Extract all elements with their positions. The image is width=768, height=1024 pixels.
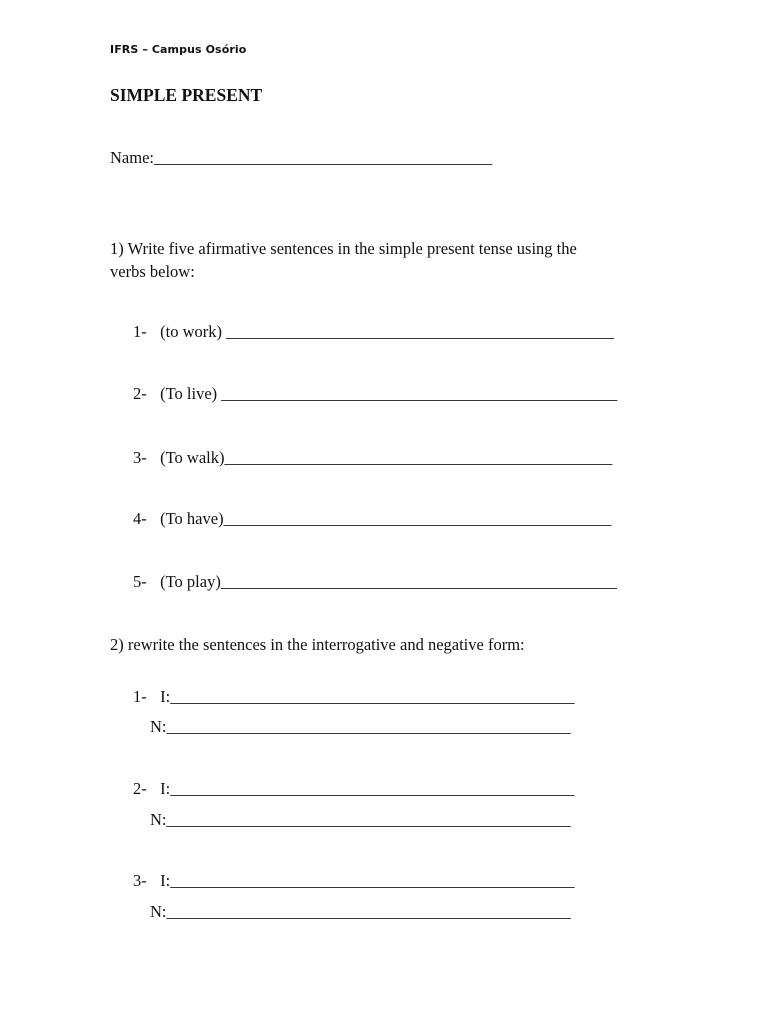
interrogative-blank: I:_________________________________________________ bbox=[156, 871, 575, 890]
exercise1-prompt-line2: verbs below: bbox=[110, 262, 195, 281]
exercise2-negative: N:_________________________________________________ bbox=[150, 902, 571, 921]
exercise2-negative: N:_________________________________________________ bbox=[150, 810, 571, 829]
item-number: 2- bbox=[133, 384, 147, 403]
exercise1-item bbox=[133, 509, 611, 529]
item-number: 5- bbox=[133, 572, 147, 591]
item-text: (to work) _______________________________________________ bbox=[156, 322, 614, 341]
item-text: (To walk)_______________________________________________ bbox=[156, 448, 613, 467]
item-text: (To play)________________________________________________ bbox=[156, 572, 617, 591]
exercise2-interrogative bbox=[133, 779, 574, 799]
exercise2-interrogative bbox=[133, 687, 574, 707]
institution-header: IFRS – Campus Osório bbox=[110, 43, 247, 56]
item-number: 1- bbox=[133, 687, 147, 706]
worksheet-title: SIMPLE PRESENT bbox=[110, 85, 263, 105]
item-text: (To have)_______________________________________________ bbox=[156, 509, 612, 528]
item-text: (To live) ________________________________________________ bbox=[156, 384, 618, 403]
interrogative-blank: I:_________________________________________________ bbox=[156, 779, 575, 798]
item-number: 3- bbox=[133, 448, 147, 467]
item-number: 1- bbox=[133, 322, 147, 341]
name-label: Name: bbox=[110, 148, 154, 167]
name-field bbox=[110, 148, 492, 168]
exercise2-negative: N:_________________________________________________ bbox=[150, 717, 571, 736]
name-blank: _________________________________________ bbox=[153, 148, 493, 167]
interrogative-blank: I:_________________________________________________ bbox=[156, 687, 575, 706]
exercise2-interrogative bbox=[133, 871, 574, 891]
item-number: 2- bbox=[133, 779, 147, 798]
item-number: 4- bbox=[133, 509, 147, 528]
item-number: 3- bbox=[133, 871, 147, 890]
exercise2-prompt: 2) rewrite the sentences in the interrogative and negative form: bbox=[110, 635, 525, 654]
exercise1-item bbox=[133, 384, 617, 404]
exercise1-prompt-line1: 1) Write five afirmative sentences in the simple present tense using the bbox=[110, 239, 577, 258]
exercise1-item bbox=[133, 448, 612, 468]
exercise1-item bbox=[133, 572, 617, 592]
exercise1-item bbox=[133, 322, 614, 342]
